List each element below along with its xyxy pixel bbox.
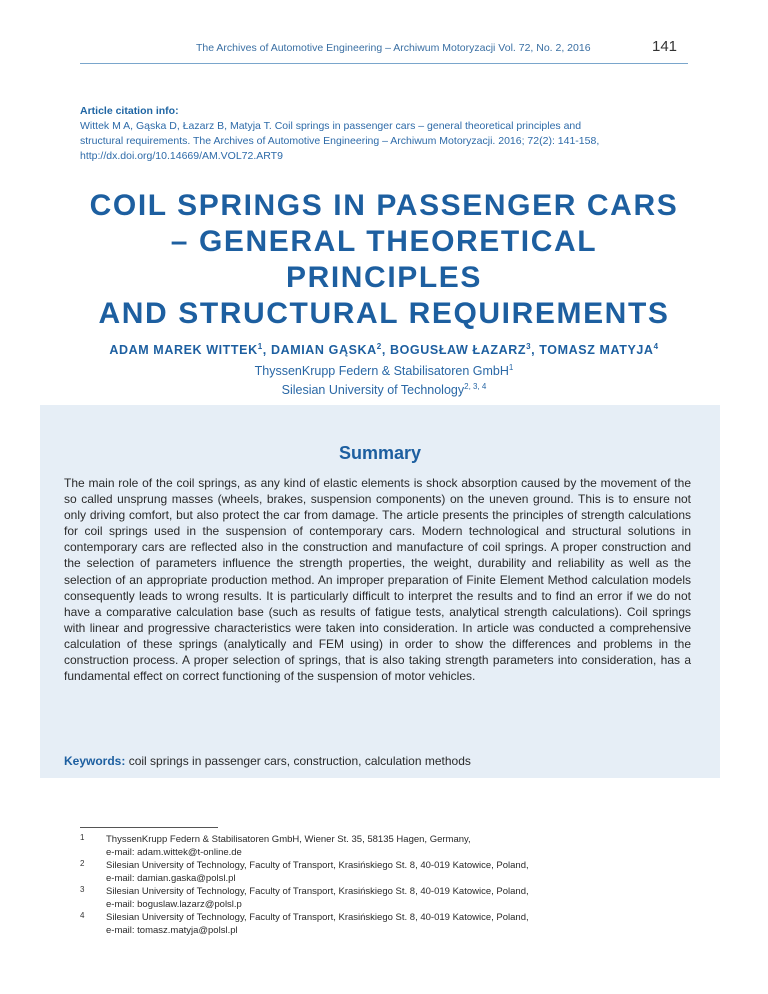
footnote-email: e-mail: adam.wittek@t-online.de [106,847,242,858]
author-sep: , [381,343,390,358]
author-name: TOMASZ MATYJA [539,343,654,358]
summary-heading: Summary [338,443,422,463]
footnote-email: e-mail: tomasz.matyja@polsl.pl [106,925,238,936]
footnote-mark: 1 [80,833,85,842]
citation-block [80,105,690,164]
footnote-mark: 3 [80,885,85,894]
author-sup: 2 [376,342,382,351]
footnote-email: e-mail: damian.gaska@polsl.pl [106,873,236,884]
footnote-divider [80,827,218,828]
summary-text: The main role of the coil springs, as any kind of elastic elements is shock absorption caused by the movement of the so called unsprung masses (wheels, brakes, suspension components) on the uneven ground. This is to ensure not only driving comfort, but also protect the car from damage. The article presents the principles of strength calculations for coil springs used in the suspension of contemporary cars. Modern technological and structural solutions in contemporary cars are reflected also in the construction and manufacture of coil springs. A proper construction and the selection of parameters influence the strength properties, the weight, durability and reliability as well as the selection of an appropriate production method. An improper preparation of Finite Element Method calculation models consequently leads to wrong results. It is particularly difficult to interpret the results and to find an error if we do not have a comparative calculation base (such as results of fatigue tests, analytical strength calculations). Coil springs with linear and progressive characteristics were taken into consideration. In article was conducted a comprehensive calculation of these springs (analytically and FEM using) in order to show the differences and problems in the construction process. A proper selection of springs, that is also taking strength parameters into consideration, has a fundamental effect on correct functioning of the suspension of motor vehicles. [64,476,691,684]
affiliations [80,360,688,398]
citation-text [80,119,690,164]
footnote-email: e-mail: boguslaw.lazarz@polsl.p [106,899,242,910]
affiliation-sup: 1 [508,363,514,372]
citation-doi-link[interactable]: http://dx.doi.org/10.14669/AM.VOL72.ART9 [80,150,283,162]
author-name: DAMIAN GĄSKA [270,343,377,358]
affiliation-name: ThyssenKrupp Federn & Stabilisatoren GmbH [254,364,509,379]
page-number: 141 [652,38,678,55]
author-name: BOGUSŁAW ŁAZARZ [389,343,527,358]
citation-label: Article citation info: [80,105,179,117]
citation-line: structural requirements. The Archives of Automotive Engineering – Archiwum Motoryzacji. 2016; 72(2): 141-158, [80,135,600,147]
footnote [80,833,690,859]
author-sup: 1 [257,342,263,351]
title-line: COIL SPRINGS IN PASSENGER CARS [89,189,679,222]
running-header [0,38,768,60]
footnotes [80,833,690,937]
footnote-mark: 4 [80,911,85,920]
title-line: AND STRUCTURAL REQUIREMENTS [98,297,670,330]
affiliation-name: Silesian University of Technology [281,383,465,398]
footnote-address: Silesian University of Technology, Faculty of Transport, Krasińskiego St. 8, 40-019 Katowice, Poland, [106,860,529,871]
affiliation [80,379,688,398]
footnote-address: ThyssenKrupp Federn & Stabilisatoren GmbH, Wiener St. 35, 58135 Hagen, Germany, [106,834,471,845]
footnote [80,859,690,885]
author-sup: 4 [653,342,659,351]
author-sup: 3 [526,342,532,351]
keywords-text: coil springs in passenger cars, construction, calculation methods [128,754,471,768]
footnote-mark: 2 [80,859,85,868]
author-sep: , [262,343,271,358]
title-line: – GENERAL THEORETICAL PRINCIPLES [170,225,598,294]
author-name: ADAM MAREK WITTEK [109,343,258,358]
author-sep: , [531,343,540,358]
authors-line [80,342,688,357]
journal-line: The Archives of Automotive Engineering – Archiwum Motoryzacji Vol. 72, No. 2, 2016 [196,42,591,54]
keywords-label: Keywords: [64,754,126,768]
article-title [80,188,688,332]
footnote [80,911,690,937]
footnote-address: Silesian University of Technology, Faculty of Transport, Krasińskiego St. 8, 40-019 Katowice, Poland, [106,912,529,923]
citation-line: Wittek M A, Gąska D, Łazarz B, Matyja T. Coil springs in passenger cars – general theoretical principles and [80,120,582,132]
footnote-address: Silesian University of Technology, Faculty of Transport, Krasińskiego St. 8, 40-019 Katowice, Poland, [106,886,529,897]
header-divider [80,63,688,64]
affiliation [80,360,688,379]
affiliation-sup: 2, 3, 4 [464,382,487,392]
footnote [80,885,690,911]
keywords [64,754,691,768]
summary-box [40,405,720,778]
